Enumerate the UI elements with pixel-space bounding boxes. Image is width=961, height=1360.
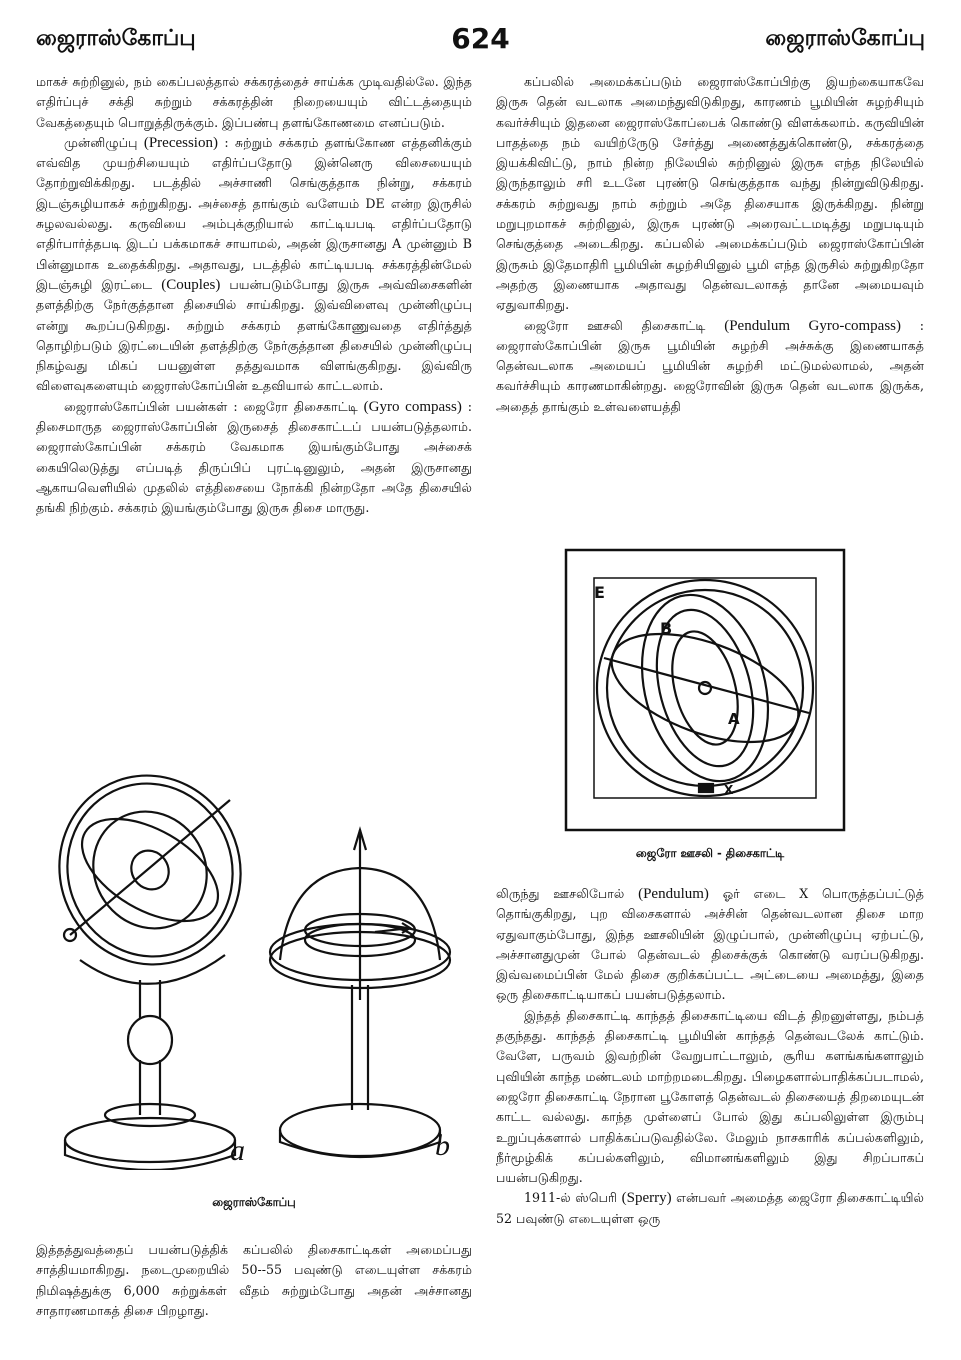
gyro-a-inner-ring xyxy=(65,798,235,942)
left-paragraph-uses xyxy=(36,397,472,519)
gyro-b-base xyxy=(280,1104,440,1156)
label-b: B xyxy=(660,619,673,638)
gyro-a-base-top xyxy=(105,1104,195,1126)
right-paragraph-pendulum-cont xyxy=(496,884,924,1006)
gyro-label-a: a xyxy=(230,1134,245,1167)
pendulum-gyro-latin: (Pendulum Gyro-compass) xyxy=(724,317,902,334)
gyro-b-stem xyxy=(352,985,368,1110)
gyro-b-base-rim xyxy=(280,1130,440,1157)
page-header xyxy=(36,22,925,58)
right-paragraph-4: இந்தத் திசைகாட்டி காந்தத் திசைகாட்டியை விடத் திறனுள்ளது, நம்பத் தகுந்தது. காந்தத் திசைகாட்டி பூமியின் காந்தத் தென்வடலேக் காட்டும். வேளே, பருவம் இவற்றின் வேறுபாட்டாலும், சூரிய களங்கங்களாலும் புவியின் காந்த மண்டலம் மாற்றமடைகிறது. பிழைகளால்பாதிக்கப்படாமல், ஜைரோ திசைகாட்டி நேரான பூகோளத் தென்வடல் திசையைத் திறமையுடன் காட்ட வல்லது. காந்த முள்ளைப் போல் இது கப்பலிலுள்ள இரும்பு உறுப்புக்களால் பாதிக்கப்படுவதில்லே. மேலும் நாசகாரிக் கப்பல்களிலும், நீர்மூழ்கிக் கப்பல்களிலும், விமானங்களிலும் இது சிறப்பாகப் பயன்படுகிறது. xyxy=(496,1007,924,1186)
axle xyxy=(604,658,809,713)
gyro-label-b: b xyxy=(435,1129,450,1162)
precession-text-2: பயன்படும்போது இருசு அவ்விசைகளின் தளத்திற்கு நேர்குத்தான திசையில் சாய்கிறது. இவ்விளைவு முன்னிழுப்பு என்று கூறப்படுகிறது. சுற்றும் சக்கரம் தளங்கோணுவதை எதிர்த்துத் தொழிற்படும் இரட்டையின் தளத்திற்கு நேர்குத்தான திசையில் முன்னிழுப்பு நிகழ்வது மிகப் பயனுள்ள தத்துவமாக விளங்குகிறது. இவ்விரு விளைவுகளையும் ஜைராஸ்கோப்பின் உதவியால் காட்டலாம். xyxy=(36,276,472,394)
outer-box xyxy=(594,578,816,798)
hub xyxy=(699,682,711,694)
label-x: X xyxy=(724,783,734,797)
right-figure-caption: ஜைரோ ஊசலி - திசைகாட்டி xyxy=(635,846,785,860)
pendulum-weight xyxy=(699,784,713,792)
gyro-a-knob xyxy=(128,1016,172,1064)
header-right-title: ஜைராஸ்கோப்பு xyxy=(765,26,925,51)
right-column-top xyxy=(496,72,924,417)
gyro-a-stem-upper xyxy=(140,980,160,1018)
left-figure-caption: ஜைராஸ்கோப்பு xyxy=(212,1195,296,1209)
pendulum-lead: ஜைரோ ஊசலி திசைகாட்டி xyxy=(524,317,706,333)
gyro-compass-latin: (Gyro compass) xyxy=(363,398,462,415)
uses-lead: ஜைராஸ்கோப்பின் பயன்கள் : ஜைரோ திசைகாட்டி xyxy=(64,398,358,414)
uses-text: : திசைமாருத ஜைராஸ்கோப்பின் இருசைத் திசைகாட்டப் பயன்படுத்தலாம். ஜைராஸ்கோப்பின் சக்கரம் வேகமாக இயங்கும்போது அச்சைக் கையிலெடுத்து எப்படித் திருப்பிப் புரட்டினுலும், அதன் இருசானது ஆகாயவெளியில் முதலில் எத்திசையை நோக்கி நின்றதோ அதே திசையில் தங்கி நிற்கும். சக்கரம் இயங்கும்போது இருசு திசை மாருது. xyxy=(36,398,472,516)
left-column-bottom xyxy=(36,1240,472,1321)
gyro-a-stem xyxy=(140,1060,160,1115)
right-column-bottom xyxy=(496,884,924,1229)
left-paragraph-precession xyxy=(36,133,472,397)
pendulum-text: : ஜைராஸ்கோப்பின் இருசு பூமியின் சுழற்சி அச்சுக்கு இணையாகத் தென்வடலாக அமையப் பூமியின் சுழற்சி மட்டுமல்லாமல், அதன் கவர்ச்சியும் காரணமாகின்றது. ஜைரோவின் இருசு தென் வடலாக இருக்க, அதைத் தாங்கும் உள்வளையத்தி xyxy=(496,317,925,414)
precession-text: : சுற்றும் சக்கரம் தளங்கோண எத்தனிக்கும் எவ்வித முயற்சியையும் எதிர்ப்பதோடு இன்னெரு விசையையும் தோற்றுவிக்கிறது. படத்தில் அச்சாணி செங்குத்தாக நின்று, சக்கரம் இடஞ்சுழியாகச் சுற்றுகிறது. அச்சைத் தாங்கும் வளேயம் DE என்ற இருசில் சுழலவல்லது. கருவியை அம்புக்குறியால் காட்டியபடி எதிர்ப்பதோடு எதிர்பார்த்தபடி இடப் பக்கமாகச் சாயாமல், அதன் இருசானது A முன்னும் B பின்னுமாக உதைக்கிறது. அதாவது, படத்தில் காட்டியபடி சக்கரத்தின்மேல் இடஞ்சுழி இரட்டை xyxy=(36,134,472,292)
sperry-lead: 1911-ல் ஸ்பெரி xyxy=(524,1190,618,1206)
right-paragraph-1: கப்பலில் அமைக்கப்படும் ஜைராஸ்கோப்பிற்கு இயற்கையாகவே இருசு தென் வடலாக அமைந்துவிடுகிறது, காரணம் பூமியின் சுழற்சியும் கவர்ச்சியும் இதனை ஜைராஸ்கோப்பைக் கொண்டு விளக்கலாம். கருவியின் பாதத்தை நம் வயிற்ருேடு சேர்த்து அணைத்துக்கொண்டு, சக்கரத்தை இயக்கிவிட்டு, நாம் நின்ற நிலேயில் சுற்றினுல் இருசு எந்த நிலேயில் இருந்தாலும் சரி உடனே புரண்டு செங்குத்தாக வந்து நின்றுவிடுகிறது. சக்கரம் சுற்றுவது நாம் சுற்றும் அதே திசையாக இருக்கிறது. நின்று மறுபுறமாகச் சுற்றினுல், இருசு புரண்டு அரைவட்டமடித்து மறுபடியும் செங்குத்தை அடைகிறது. கப்பலில் அமைக்கப்படும் ஜைராஸ்கோப்பின் இருசும் இதேமாதிரி பூமியின் சுழற்சியினுல் பூமி எந்த இருசில் சுற்றுகிறதோ அதற்கு இணையாக அதாவது தென்வடலாகத் தானே அமையவும் ஏதுவாகிறது. xyxy=(496,74,924,313)
left-paragraph-1: மாகச் சுற்றினுல், நம் கைப்பலத்தால் சக்கரத்தைச் சாய்க்க முடிவதில்லே. இந்த எதிர்ப்புச் சக்தி சுற்றும் சக்கரத்தின் நிறையையும் விட்டத்தையும் வேகத்தையும் பொறுத்திருக்கும். இப்பண்பு தளங்கோணமை எனப்படும். xyxy=(36,74,472,130)
gyro-a-rotor xyxy=(71,789,230,950)
precession-lead: முன்னிழுப்பு xyxy=(64,134,138,150)
label-e: E xyxy=(594,583,605,602)
precession-latin: (Precession) xyxy=(143,134,218,151)
pendulum-gyro-figure xyxy=(564,548,846,832)
label-a: A xyxy=(728,710,740,728)
right-paragraph-pendulum xyxy=(496,316,924,417)
couples-latin: (Couples) xyxy=(161,276,221,293)
sperry-latin: (Sperry) xyxy=(621,1190,672,1207)
sperry-text: என்பவர் அமைத்த ஜைரோ திசைகாட்டியில் 52 பவுண்டு எடையுள்ள ஒரு xyxy=(496,1190,924,1226)
gyro-a-fork xyxy=(80,955,225,984)
left-paragraph-4: இத்தத்துவத்தைப் பயன்படுத்திக் கப்பலில் திசைகாட்டிகள் அமைப்பது சாத்தியமாகிறது. நடைமுறையில் 50--55 பவுண்டு எடையுள்ள சக்கரம் நிமிஷத்துக்கு 6,000 சுற்றுக்கள் வீதம் சுற்றும்போது அதன் அச்சானது சாதாரணமாகத் திசை பிறழாது. xyxy=(36,1242,472,1318)
page-number: 624 xyxy=(451,22,510,55)
gyro-a-outer-ring-inner xyxy=(43,760,257,980)
pendulum-latin: (Pendulum) xyxy=(638,886,709,902)
gyro-a-base xyxy=(65,1118,235,1162)
gyroscope-figure xyxy=(40,760,470,1170)
outer-ring-inner xyxy=(607,590,803,786)
right-paragraph-sperry xyxy=(496,1188,924,1229)
header-left-title: ஜைராஸ்கோப்பு xyxy=(36,26,196,51)
pendulum-cont-text-2: ஓர் எடை X பொருத்தப்பட்டுத் தொங்குகிறது, புற விசைகளால் அச்சின் தென்வடலான திசை மாற ஏதுவாகும்போது, இந்த ஊசலியின் இழுப்பால், முன்னிழுப்பு ஏற்பட்டு, அச்சானதுமுன் போல் தென்வடல் திசைக்குக் கொண்டு வரப்படுகிறது. இவ்வமைப்பின் மேல் திசை குறிக்கப்பட்ட அட்டையை அமைத்து, இதை ஒரு திசைகாட்டியாகப் பயன்படுத்தலாம். xyxy=(496,886,924,1003)
left-column-top xyxy=(36,72,472,519)
pendulum-cont-text: லிருந்து ஊசலிபோல் xyxy=(496,886,625,901)
